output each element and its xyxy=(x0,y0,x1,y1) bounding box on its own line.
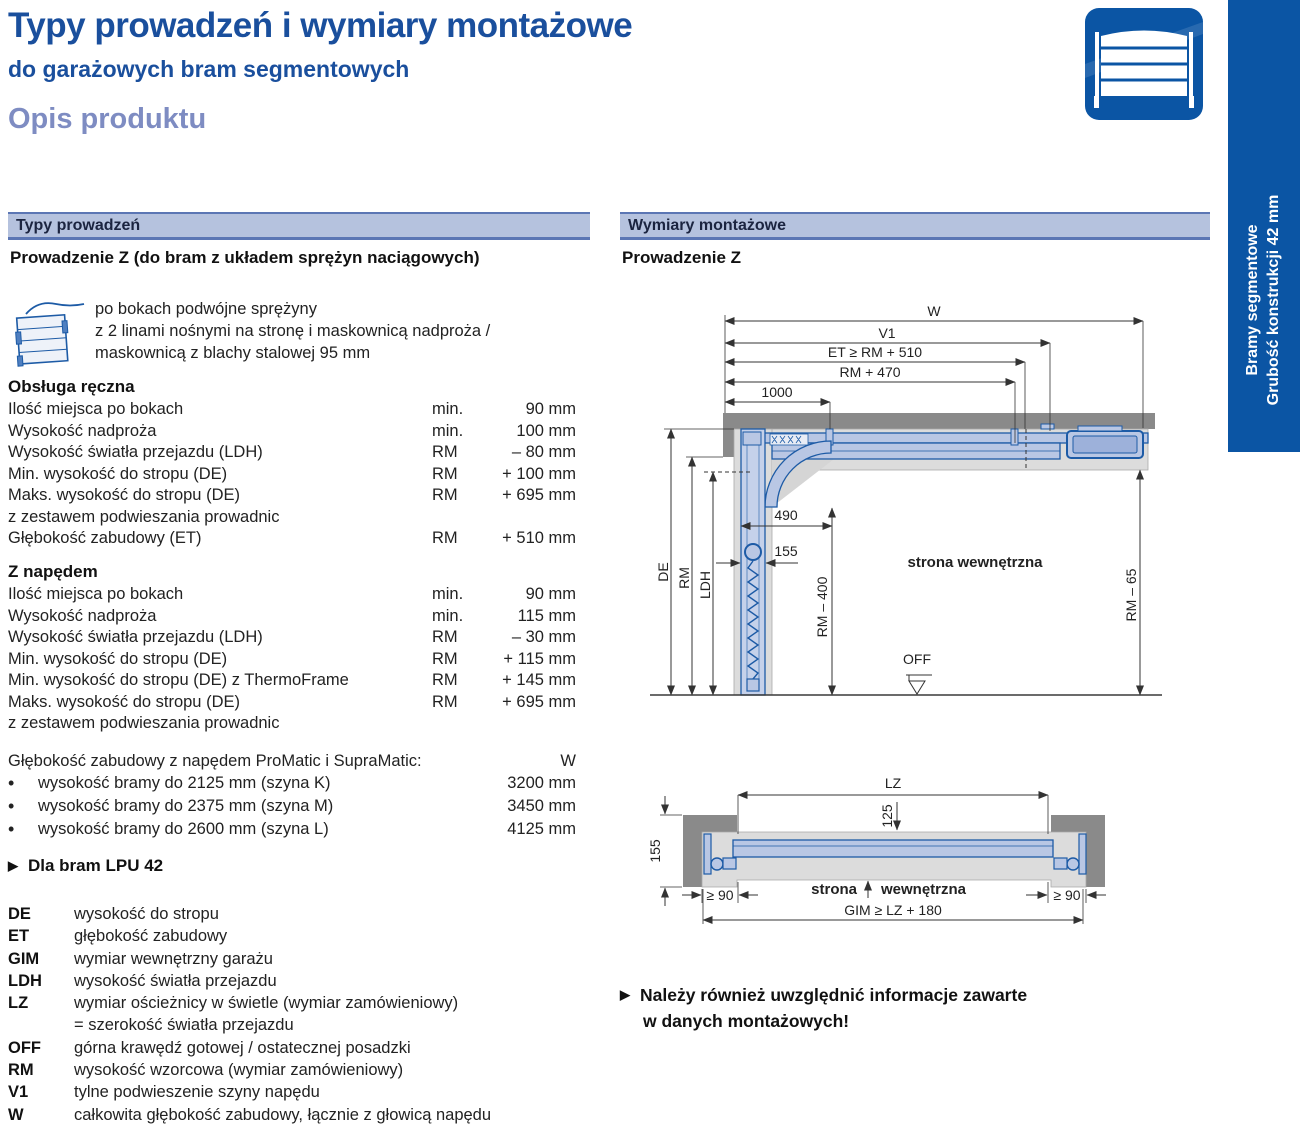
lpu-note: ▶ Dla bram LPU 42 xyxy=(8,856,163,876)
table-row: Min. wysokość do stropu (DE) RM + 115 mm xyxy=(8,649,576,668)
dim-label-125: 125 xyxy=(879,804,895,828)
dim-label-1000: 1000 xyxy=(761,384,793,400)
sectional-door-sketch-icon xyxy=(8,292,88,377)
table-row: z zestawem podwieszania prowadnic xyxy=(8,714,280,732)
page-subtitle: do garażowych bram segmentowych xyxy=(8,56,410,82)
label-inner-side-1: strona xyxy=(811,881,857,898)
side-tab-text xyxy=(1242,100,1286,500)
ceiling-bracket xyxy=(1041,424,1054,429)
sectional-door-icon xyxy=(1085,8,1203,128)
table-row: Ilość miejsca po bokach min. 90 mm xyxy=(8,400,576,418)
table-row: Min. wysokość do stropu (DE) RM + 100 mm xyxy=(8,464,576,483)
legend-row: W całkowita głębokość zabudowy, łącznie z głowicą napędu xyxy=(8,1105,492,1124)
list-item: • wysokość bramy do 2125 mm (szyna K) 3200 mm xyxy=(8,772,576,795)
table-row: Maks. wysokość do stropu (DE) RM + 695 mm xyxy=(8,486,576,504)
legend-row: RM wysokość wzorcowa (wymiar zamówieniowy) xyxy=(8,1061,404,1080)
intro-line2: z 2 linami nośnymi na stronę i maskownicą nadproża / xyxy=(95,322,491,340)
final-note: ▶ Należy również uwzględnić informacje zawarte w danych montażowych! xyxy=(620,983,1027,1033)
table-row: Wysokość światła przejazdu (LDH) RM – 30 mm xyxy=(8,628,576,646)
top-roller-bracket xyxy=(743,432,761,445)
section-diagram xyxy=(620,295,1210,720)
manual-table xyxy=(8,399,576,550)
manual-title: Obsługa ręczna xyxy=(8,377,135,396)
plan-diagram xyxy=(620,770,1210,940)
page-title: Typy prowadzeń i wymiary montażowe xyxy=(8,6,633,45)
intro-line3: maskownicą z blachy stalowej 95 mm xyxy=(95,344,371,362)
dim-label-90-right: ≥ 90 xyxy=(1053,887,1081,903)
triangle-marker-icon xyxy=(620,985,640,1005)
dim-label-rm470: RM + 470 xyxy=(839,364,901,380)
dim-label-490: 490 xyxy=(774,507,798,523)
bullet-icon xyxy=(8,795,38,818)
rail-hanger xyxy=(1011,429,1018,445)
table-row: Wysokość światła przejazdu (LDH) RM – 80 mm xyxy=(8,443,576,461)
table-row: Maks. wysokość do stropu (DE) RM + 695 mm xyxy=(8,692,576,711)
list-item: • wysokość bramy do 2375 mm (szyna M) 3450 mm xyxy=(8,795,576,818)
side-tab-line1: Bramy segmentowe xyxy=(1244,224,1261,376)
left-roller xyxy=(711,858,723,870)
legend xyxy=(8,903,576,1126)
legend-row: LDH wysokość światła przejazdu xyxy=(8,971,277,990)
legend-row: LZ wymiar ościeżnicy w świetle (wymiar zamówieniowy) xyxy=(8,994,459,1013)
powered-table xyxy=(8,584,576,735)
intro-text xyxy=(95,298,490,364)
table-row: Min. wysokość do stropu (DE) z ThermoFrame RM + 145 mm xyxy=(8,671,576,689)
header-wymiary-montazowe: Wymiary montażowe xyxy=(620,212,1210,240)
right-roller xyxy=(1067,858,1079,870)
bullet-icon xyxy=(8,818,38,841)
powered-title: Z napędem xyxy=(8,562,98,581)
legend-row: DE wysokość do stropu xyxy=(8,905,219,923)
side-tab-line2: Grubość konstrukcji 42 mm xyxy=(1265,194,1282,406)
header-typy-prowadzen: Typy prowadzeń xyxy=(8,212,590,240)
right-frame-angle xyxy=(1079,834,1086,874)
depth-col-header: W xyxy=(560,752,576,770)
legend-row: = szerokość światła przejazdu xyxy=(74,1016,294,1035)
off-level-icon xyxy=(909,681,925,694)
table-row: z zestawem podwieszania prowadnic xyxy=(8,507,280,526)
door-panel xyxy=(733,840,1053,857)
section-title: Opis produktu xyxy=(8,103,207,135)
dim-label-w: W xyxy=(927,303,941,319)
right-bracket xyxy=(1054,858,1067,869)
head-top-tab xyxy=(1078,426,1122,431)
label-inner-side: strona wewnętrzna xyxy=(907,554,1043,571)
legend-row: GIM wymiar wewnętrzny garażu xyxy=(8,949,273,968)
dim-label-et: ET ≥ RM + 510 xyxy=(827,344,923,360)
depth-header: Głębokość zabudowy z napędem ProMatic i SupraMatic: W xyxy=(8,752,576,770)
dim-label-90-left: ≥ 90 xyxy=(706,887,734,903)
left-bracket xyxy=(723,858,736,869)
subheader-prowadzenie-z-right: Prowadzenie Z xyxy=(622,248,742,267)
bullet-icon xyxy=(8,772,38,795)
dim-label-lz: LZ xyxy=(884,775,902,791)
dim-label-gim: GIM ≥ LZ + 180 xyxy=(844,902,942,918)
cable-drum xyxy=(745,544,761,560)
legend-row: V1 tylne podwieszenie szyny napędu xyxy=(8,1083,320,1102)
intro-line1: po bokach podwójne sprężyny xyxy=(95,300,317,318)
dim-label-de: DE xyxy=(655,562,671,582)
dim-label-rm: RM xyxy=(676,567,692,589)
left-frame-angle xyxy=(704,834,711,874)
label-inner-side-2: wewnętrzna xyxy=(881,881,967,898)
table-row: Głębokość zabudowy (ET) RM + 510 mm xyxy=(8,529,576,547)
side-tab xyxy=(1228,0,1300,452)
dim-label-rm400: RM – 400 xyxy=(814,576,830,638)
label-off: OFF xyxy=(903,651,931,667)
dim-label-155: 155 xyxy=(774,543,798,559)
dim-label-155-plan: 155 xyxy=(647,839,663,863)
legend-row: ET głębokość zabudowy xyxy=(8,927,228,946)
table-row: Ilość miejsca po bokach min. 90 mm xyxy=(8,585,576,603)
table-row: Wysokość nadproża min. 100 mm xyxy=(8,421,576,440)
table-row: Wysokość nadproża min. 115 mm xyxy=(8,606,576,625)
legend-row: OFF górna krawędź gotowej / ostatecznej posadzki xyxy=(8,1038,411,1057)
list-item: • wysokość bramy do 2600 mm (szyna L) 4125 mm xyxy=(8,818,576,841)
dim-label-ldh: LDH xyxy=(697,570,713,600)
dim-label-v1: V1 xyxy=(878,325,896,341)
depth-table xyxy=(8,750,576,841)
dim-label-rm65: RM – 65 xyxy=(1123,568,1139,622)
spring-pack xyxy=(770,434,808,445)
bottom-fitting xyxy=(747,679,759,691)
subheader-prowadzenie-z: Prowadzenie Z (do bram z układem sprężyn naciągowych) xyxy=(10,248,480,267)
